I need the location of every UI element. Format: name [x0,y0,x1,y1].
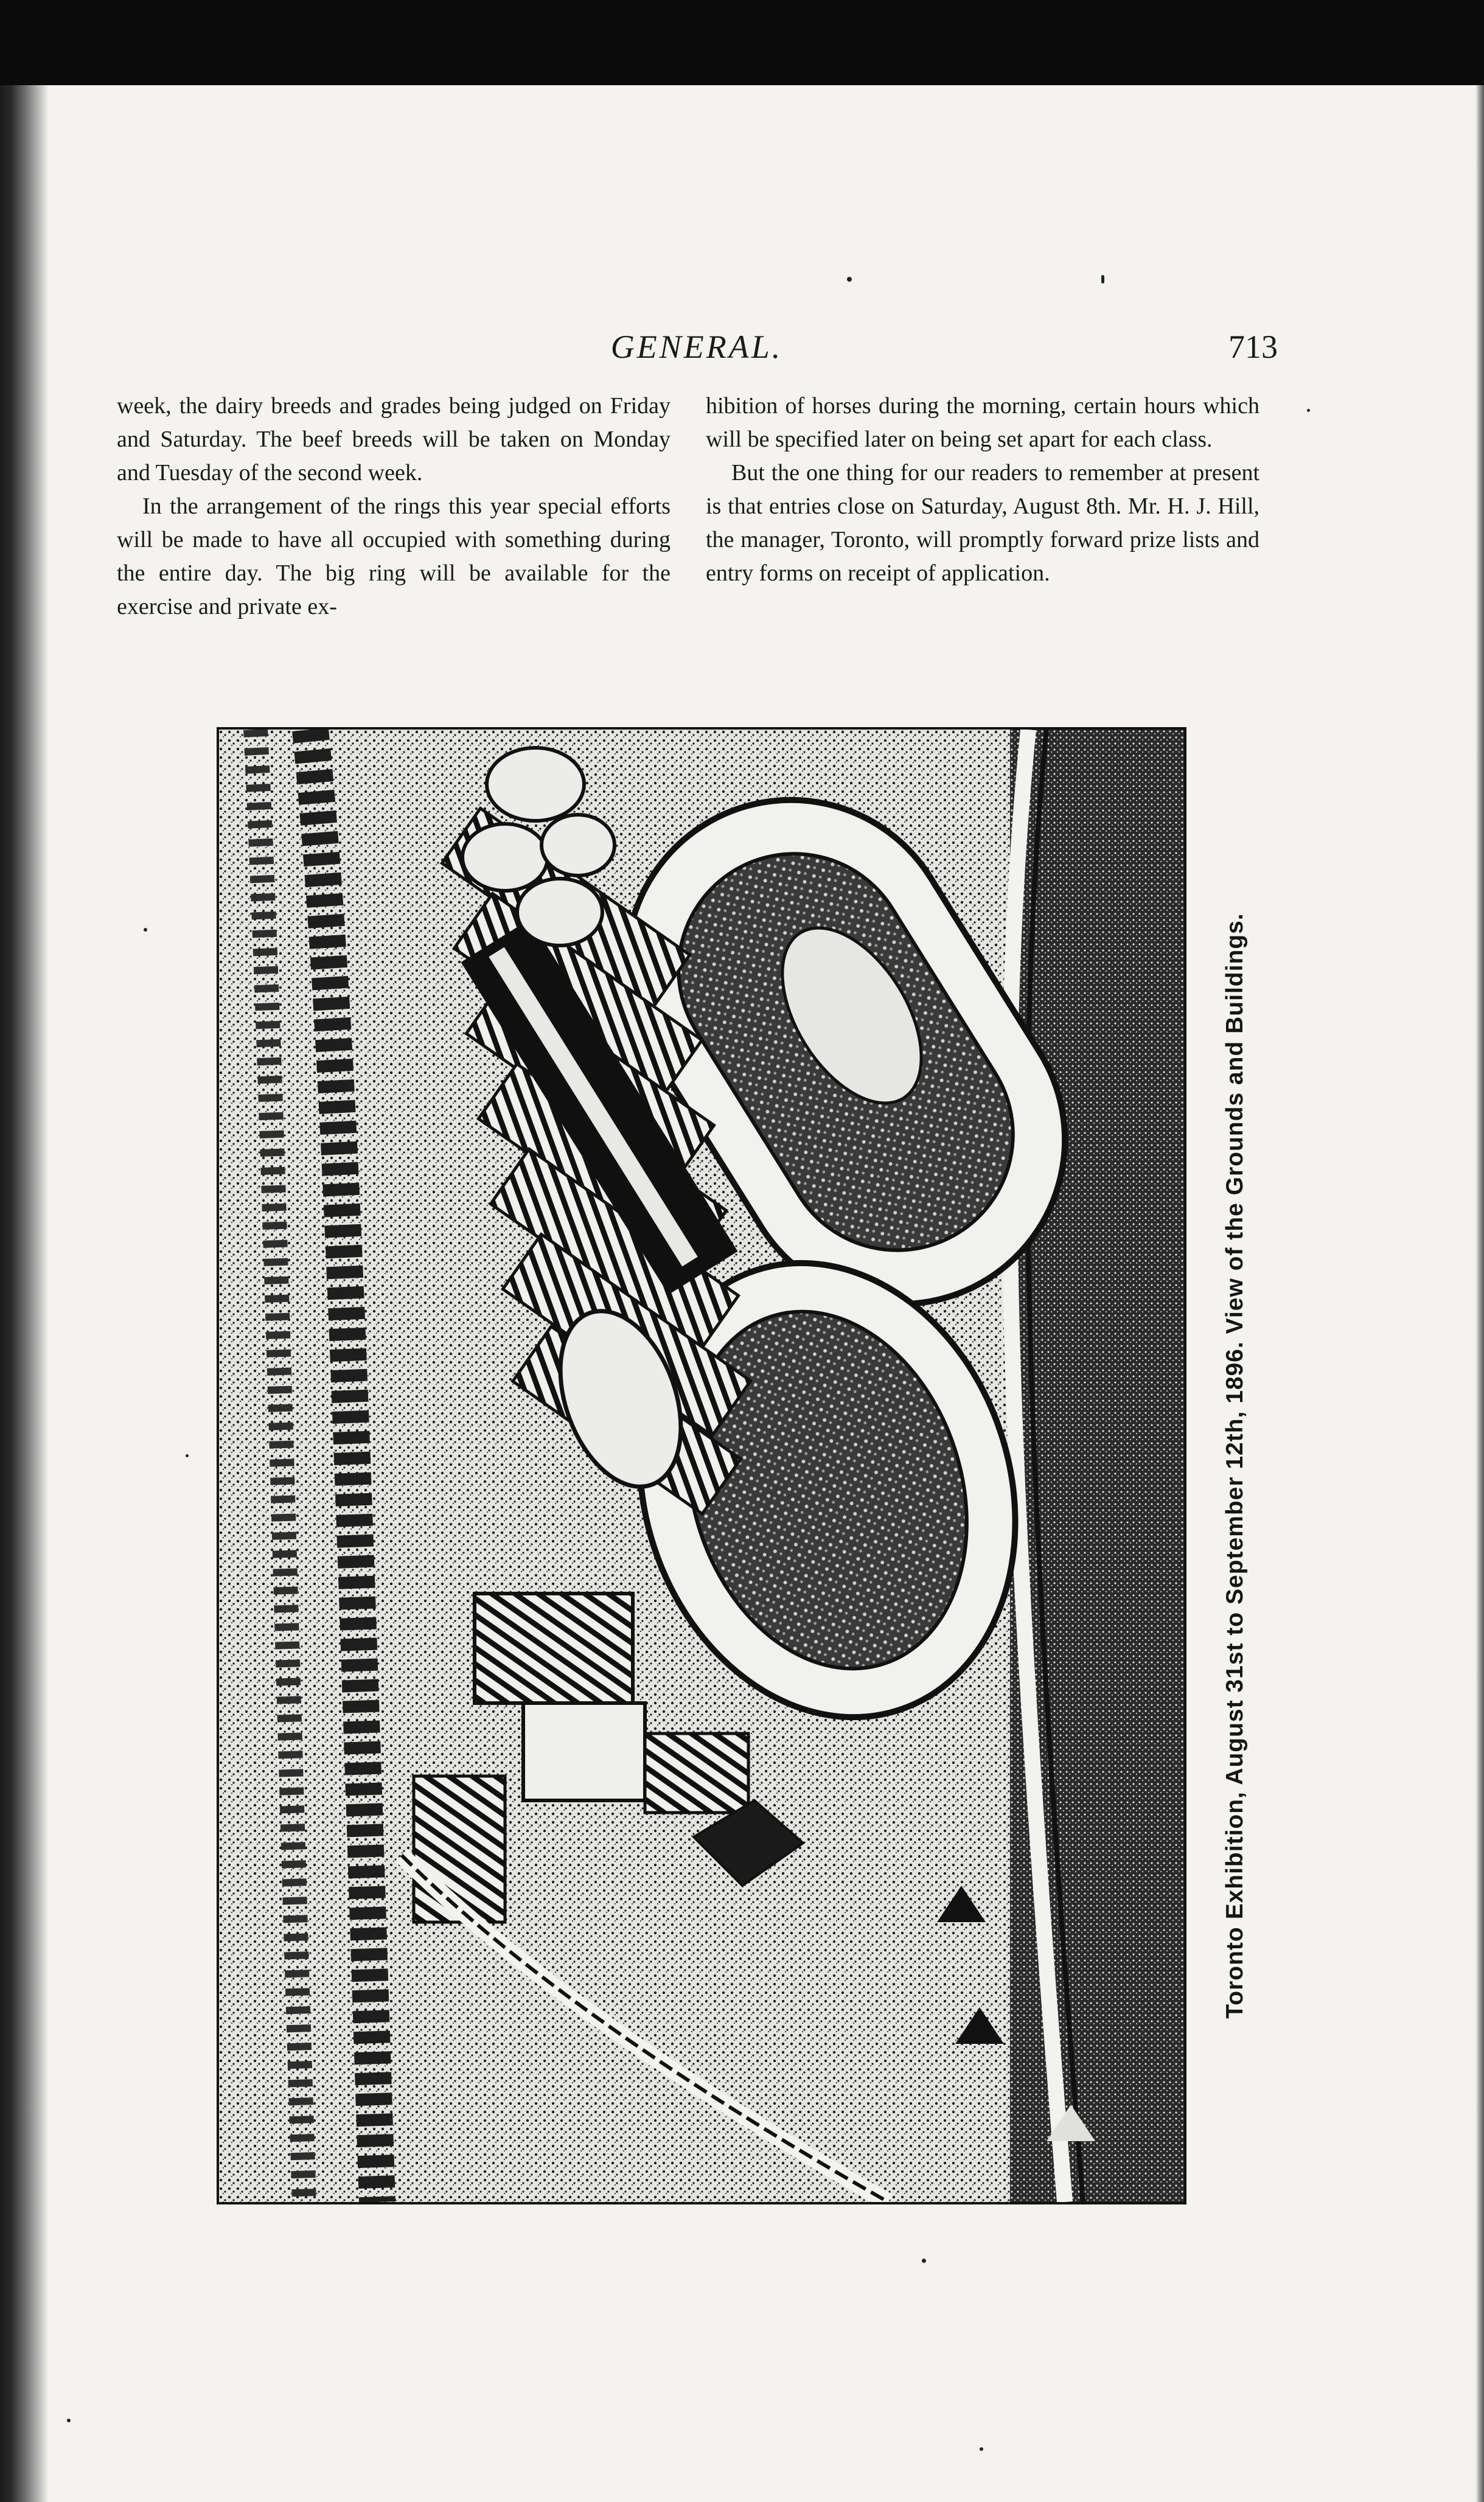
aerial-view-drawing [219,730,1184,2202]
scan-speck [980,2447,983,2451]
running-head [116,322,1278,371]
figure-caption-area [1205,727,1266,2204]
scan-speck [1307,409,1310,412]
scan-top-band [0,0,1484,85]
figure-caption: Toronto Exhibition, August 31st to September 12th, 1896. View of the Grounds and Buildings. [1222,913,1248,2019]
running-title: GENERAL. [610,329,783,365]
right-column [706,389,1259,590]
page-number: 713 [1228,329,1278,365]
paragraph: In the arrangement of the rings this year special efforts will be made to have all occupied with something during the entire day. The big ring will be available for the exercise and private ex- [117,493,671,619]
scan-speck [186,1454,189,1457]
scan-speck [144,928,147,932]
exhibition-grounds-illustration [217,727,1186,2204]
scan-speck [847,277,852,282]
scan-left-edge [0,85,49,2502]
paragraph: hibition of horses during the morning, certain hours which will be specified later on being set apart for each class. [706,393,1259,452]
scan-speck [67,2419,71,2422]
paragraph: week, the dairy breeds and grades being judged on Friday and Saturday. The beef breeds will be taken on Monday and Tuesday of the second week. [117,393,671,486]
left-column [117,389,671,624]
scan-right-edge [1475,85,1484,2502]
paragraph: But the one thing for our readers to remember at present is that entries close on Saturday, August 8th. Mr. H. J. Hill, the manager, Toronto, will promptly forward prize lists and entry forms on receipt of application. [706,460,1259,586]
scan-speck [922,2259,926,2263]
scan-speck [1101,275,1104,284]
